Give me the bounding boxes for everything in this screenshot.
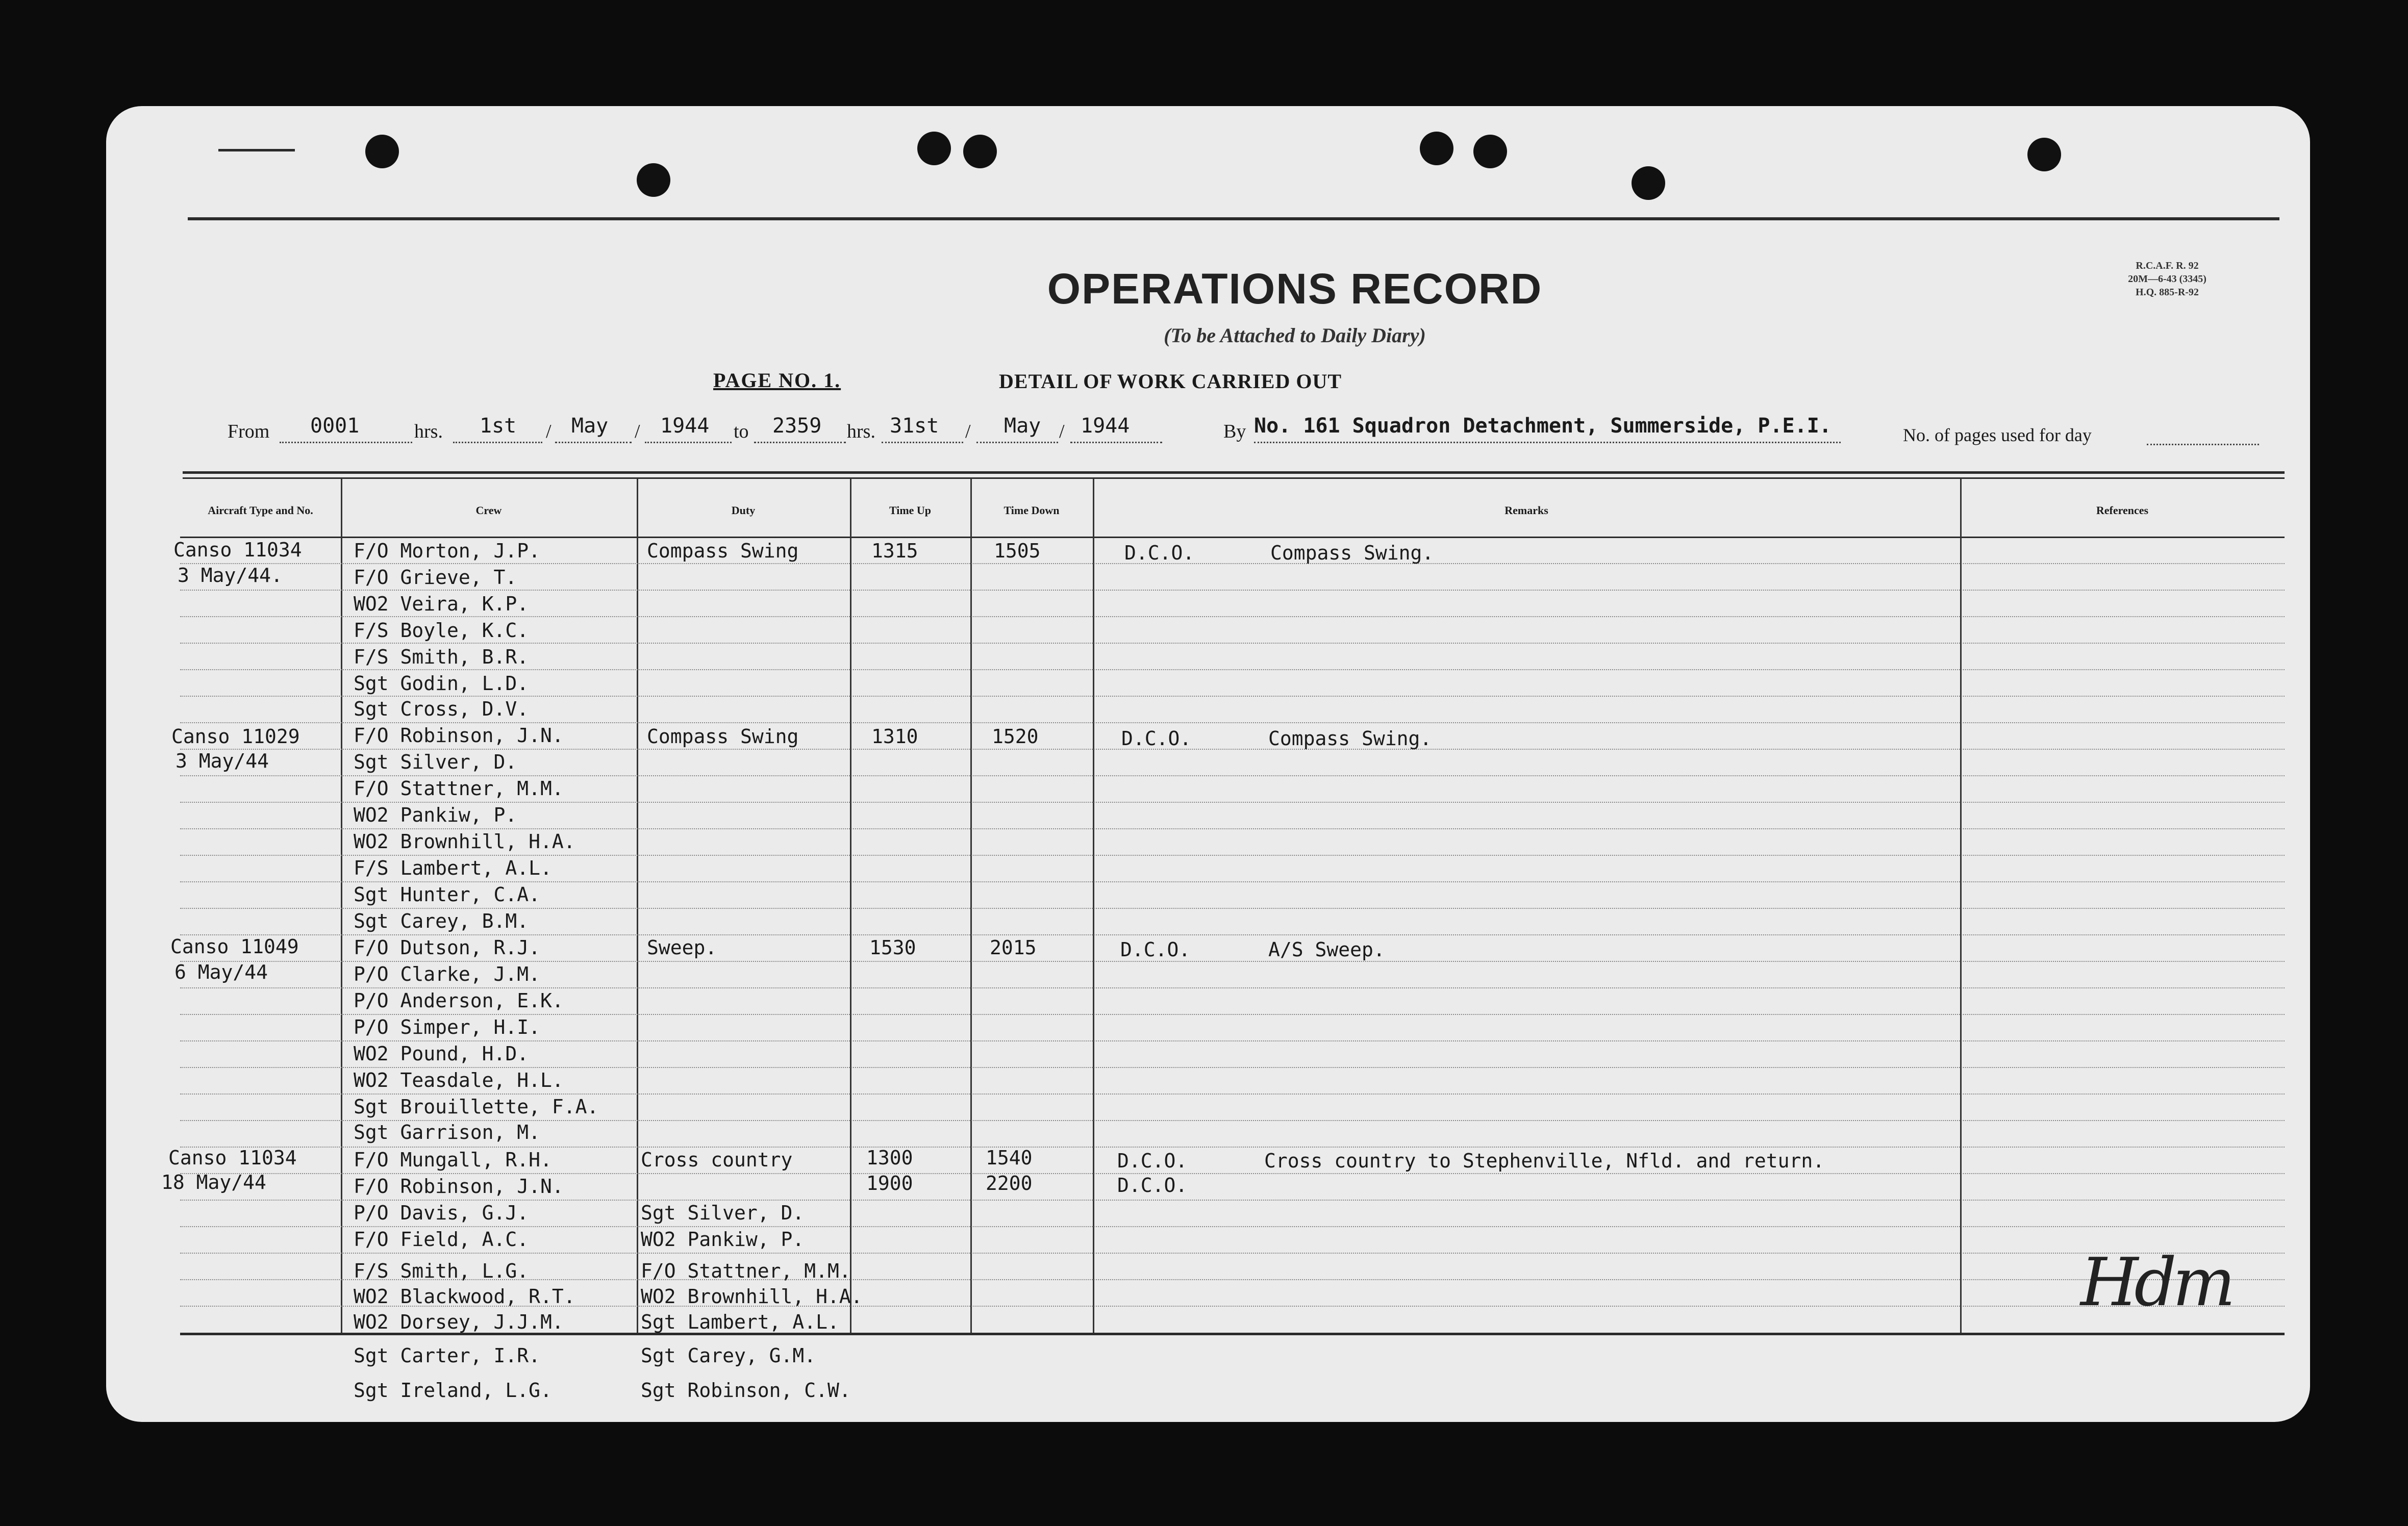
row-ruling — [180, 563, 2285, 564]
column-divider — [970, 478, 972, 1333]
duty: Cross country — [641, 1149, 793, 1171]
column-divider — [1960, 478, 1962, 1333]
time-down: 1505 — [994, 540, 1041, 562]
row-ruling — [180, 1200, 2285, 1201]
time-down: 2015 — [990, 936, 1037, 959]
slash: / — [635, 421, 640, 442]
crew-member: Sgt Carter, I.R. — [354, 1344, 541, 1367]
punch-hole — [917, 132, 951, 165]
crew-member: Sgt Carey, B.M. — [354, 910, 529, 932]
col-header-remarks: Remarks — [1504, 504, 1548, 517]
duty: Compass Swing — [647, 725, 799, 748]
remarks: Cross country to Stephenville, Nfld. and return. — [1264, 1150, 1825, 1172]
row-ruling — [180, 881, 2285, 882]
form-number-line: H.Q. 885-R-92 — [2136, 287, 2199, 298]
from-label: From — [228, 421, 270, 442]
from-year-line — [645, 442, 732, 443]
time-up: 1300 — [866, 1147, 913, 1169]
row-ruling — [180, 1173, 2285, 1174]
crew-member: F/O Field, A.C. — [354, 1228, 529, 1251]
from-day: 1st — [480, 414, 517, 438]
remarks-code: D.C.O. — [1124, 542, 1195, 564]
row-ruling — [180, 1147, 2285, 1148]
to-month-line — [976, 442, 1058, 443]
crew-member: WO2 Teasdale, H.L. — [354, 1069, 564, 1091]
from-day-line — [453, 442, 542, 443]
column-header-rule — [180, 537, 2285, 538]
aircraft-date: 3 May/44. — [178, 564, 283, 587]
aircraft-date: 3 May/44 — [175, 750, 269, 772]
row-ruling — [180, 1040, 2285, 1041]
row-ruling — [180, 775, 2285, 776]
duty-crew: WO2 Brownhill, H.A. — [641, 1285, 863, 1308]
from-month-line — [555, 442, 632, 443]
pages-label: No. of pages used for day — [1903, 425, 2092, 445]
crew-member: P/O Davis, G.J. — [354, 1202, 529, 1224]
aircraft-label: Canso 11034 — [173, 539, 302, 561]
column-divider — [850, 478, 851, 1333]
crew-member: Sgt Garrison, M. — [354, 1121, 541, 1143]
crew-member: F/O Stattner, M.M. — [354, 777, 564, 800]
to-time-line — [754, 442, 846, 443]
row-ruling — [180, 961, 2285, 962]
form-subtitle: (To be Attached to Daily Diary) — [1164, 324, 1426, 347]
duty-crew: WO2 Pankiw, P. — [641, 1228, 805, 1251]
aircraft-date: 18 May/44 — [161, 1171, 266, 1193]
crew-member: Sgt Ireland, L.G. — [354, 1379, 552, 1402]
duty-crew: Sgt Robinson, C.W. — [641, 1379, 851, 1402]
duty: Compass Swing — [647, 540, 799, 562]
row-ruling — [180, 934, 2285, 935]
time-up: 1530 — [869, 936, 916, 959]
crew-member: P/O Clarke, J.M. — [354, 963, 541, 985]
unit-line — [1254, 442, 1841, 443]
row-ruling — [180, 987, 2285, 988]
hrs-label: hrs. — [847, 421, 875, 442]
form-number-line: 20M—6-43 (3345) — [2128, 273, 2206, 285]
column-divider — [1093, 478, 1094, 1333]
remarks-code: D.C.O. — [1121, 727, 1192, 750]
remarks: Compass Swing. — [1268, 727, 1432, 750]
row-ruling — [180, 1226, 2285, 1227]
crew-member: WO2 Pound, H.D. — [354, 1042, 529, 1065]
row-ruling — [180, 1253, 2285, 1254]
crew-member: WO2 Veira, K.P. — [354, 593, 529, 615]
to-month: May — [1004, 414, 1041, 438]
duty-crew: Sgt Silver, D. — [641, 1202, 805, 1224]
pages-line — [2147, 444, 2259, 445]
time-up: 1315 — [871, 540, 918, 562]
row-ruling — [180, 1067, 2285, 1068]
to-year: 1944 — [1081, 414, 1130, 438]
crew-member: F/S Smith, B.R. — [354, 646, 529, 668]
remarks-code: D.C.O. — [1117, 1174, 1188, 1197]
crew-member: Sgt Cross, D.V. — [354, 698, 529, 720]
form-title: OPERATIONS RECORD — [1047, 265, 1543, 313]
punch-hole — [365, 135, 399, 168]
row-ruling — [180, 908, 2285, 909]
to-year-line — [1070, 442, 1162, 443]
crew-member: WO2 Dorsey, J.J.M. — [354, 1311, 564, 1333]
crew-member: Sgt Godin, L.D. — [354, 672, 529, 695]
crew-member: WO2 Brownhill, H.A. — [354, 830, 575, 853]
time-down: 2200 — [986, 1172, 1033, 1194]
top-rule — [188, 217, 2279, 220]
handwritten-signature: Hdm — [2080, 1243, 2231, 1321]
slash: / — [965, 421, 971, 442]
crew-member: F/O Morton, J.P. — [354, 540, 541, 562]
crew-member: F/O Robinson, J.N. — [354, 1175, 564, 1198]
to-day: 31st — [890, 414, 939, 438]
punch-hole — [1632, 166, 1665, 200]
row-ruling — [180, 828, 2285, 829]
crew-member: P/O Anderson, E.K. — [354, 989, 564, 1012]
col-header-duty: Duty — [731, 504, 756, 517]
to-label: to — [734, 421, 749, 442]
from-year: 1944 — [660, 414, 710, 438]
crew-member: F/O Robinson, J.N. — [354, 724, 564, 747]
aircraft-label: Canso 11034 — [168, 1147, 297, 1169]
slash: / — [1059, 421, 1065, 442]
row-ruling — [180, 696, 2285, 697]
aircraft-label: Canso 11029 — [171, 725, 300, 748]
to-day-line — [882, 442, 963, 443]
punch-hole — [2027, 138, 2061, 171]
crew-member: F/S Lambert, A.L. — [354, 857, 552, 879]
row-ruling — [180, 669, 2285, 670]
hrs-label: hrs. — [414, 421, 443, 442]
time-up: 1310 — [871, 725, 918, 748]
crew-member: F/O Grieve, T. — [354, 566, 517, 589]
row-ruling — [180, 643, 2285, 644]
aircraft-date: 6 May/44 — [174, 961, 268, 983]
col-header-aircraft: Aircraft Type and No. — [208, 504, 313, 517]
time-down: 1540 — [986, 1147, 1033, 1169]
row-ruling — [180, 722, 2285, 723]
remarks: A/S Sweep. — [1268, 938, 1385, 961]
crew-member: Sgt Hunter, C.A. — [354, 883, 541, 906]
from-month: May — [571, 414, 609, 438]
col-header-time-up: Time Up — [889, 504, 932, 517]
unit-name: No. 161 Squadron Detachment, Summerside, P.E.I. — [1254, 414, 1832, 438]
crew-member: Sgt Brouillette, F.A. — [354, 1096, 599, 1118]
form-number-line: R.C.A.F. R. 92 — [2136, 260, 2199, 271]
crew-member: F/S Smith, L.G. — [354, 1260, 529, 1282]
duty-crew: F/O Stattner, M.M. — [641, 1260, 851, 1282]
col-header-crew: Crew — [475, 504, 502, 517]
col-header-references: References — [2096, 504, 2149, 517]
aircraft-label: Canso 11049 — [170, 935, 299, 958]
duty: Sweep. — [647, 936, 717, 959]
punch-hole — [963, 135, 997, 168]
remarks-code: D.C.O. — [1120, 938, 1191, 961]
crew-member: F/O Dutson, R.J. — [354, 936, 541, 959]
duty-crew: Sgt Carey, G.M. — [641, 1344, 816, 1367]
punch-hole — [1420, 132, 1453, 165]
crew-member: P/O Simper, H.I. — [354, 1016, 541, 1038]
remarks-code: D.C.O. — [1117, 1150, 1188, 1172]
remarks: Compass Swing. — [1270, 542, 1434, 564]
column-divider — [341, 478, 342, 1333]
row-ruling — [180, 616, 2285, 617]
crew-member: WO2 Pankiw, P. — [354, 804, 517, 826]
time-up: 1900 — [866, 1172, 913, 1194]
col-header-time-down: Time Down — [1004, 504, 1060, 517]
row-ruling — [180, 855, 2285, 856]
header-rule — [183, 471, 2285, 474]
detail-heading: DETAIL OF WORK CARRIED OUT — [999, 370, 1342, 393]
row-ruling — [180, 590, 2285, 591]
slash: / — [546, 421, 551, 442]
from-time-line — [280, 442, 412, 443]
from-time: 0001 — [310, 414, 360, 438]
column-divider — [637, 478, 638, 1333]
punch-hole — [1473, 135, 1507, 168]
row-ruling — [180, 1093, 2285, 1095]
time-down: 1520 — [992, 725, 1039, 748]
pencil-mark — [218, 149, 295, 151]
crew-member: Sgt Silver, D. — [354, 751, 517, 773]
operations-record-card — [106, 106, 2310, 1422]
duty-crew: Sgt Lambert, A.L. — [641, 1311, 839, 1333]
punch-hole — [637, 163, 670, 197]
by-label: By — [1223, 421, 1246, 442]
row-ruling — [180, 802, 2285, 803]
page-number: PAGE NO. 1. — [713, 369, 841, 392]
row-ruling — [180, 749, 2285, 750]
header-rule — [183, 477, 2285, 479]
to-time: 2359 — [772, 414, 822, 438]
crew-member: F/S Boyle, K.C. — [354, 619, 529, 642]
row-ruling — [180, 1014, 2285, 1015]
crew-member: F/O Mungall, R.H. — [354, 1149, 552, 1171]
crew-member: WO2 Blackwood, R.T. — [354, 1285, 575, 1308]
